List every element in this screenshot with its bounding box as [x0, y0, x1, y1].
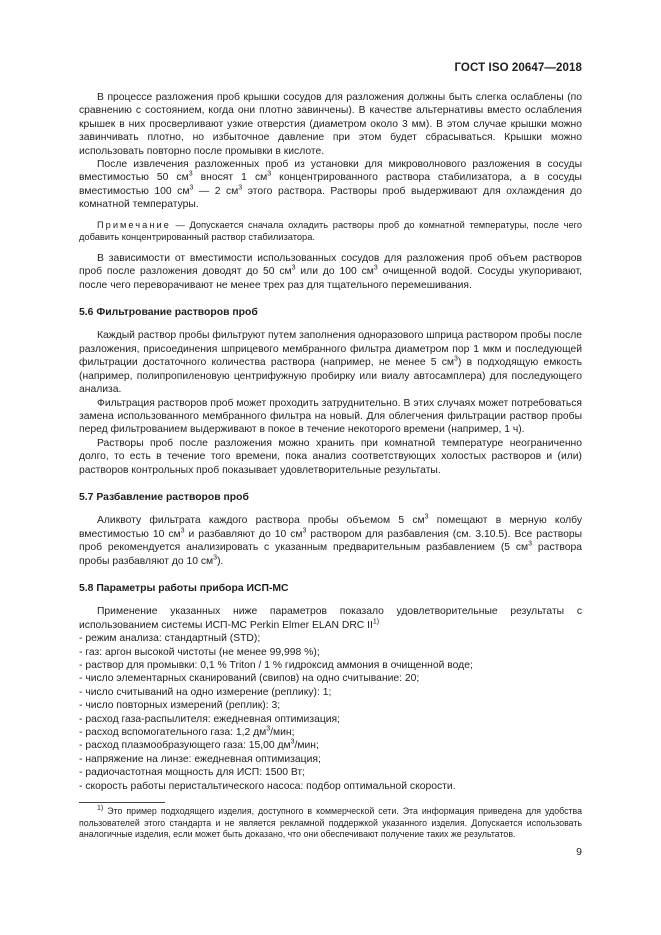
footnote	[79, 806, 582, 841]
list-item: - режим анализа: стандартный (STD);	[79, 633, 261, 645]
note-text: — Допускается сначала охладить растворы проб до комнатной температуры, после чего добавить концентрированный раствор стабилизатора.	[79, 219, 582, 243]
list-item: - раствор для промывки: 0,1 % Triton / 1 % гидроксид аммония в очищенной воде;	[79, 660, 473, 671]
footnote-text: Это пример подходящего изделия, доступного в коммерческой сети. Эта информация приведена для удобства пользователей этого стандарта и не является рекламной поддержкой указанного изделия. Допускается использовать аналогичные изделия, если может быть доказано, что они обеспечивают получение таких же результатов.	[79, 806, 582, 840]
list-item: - расход вспомогательного газа: 1,2 $дм^3$/мин;	[79, 725, 295, 739]
paragraph-stabilizer: После извлечения разложенных проб из установки для микроволнового разложения в сосуды вместимостью 50 $см^3$ вносят 1 $см^3$ концентрированного раствора стабилизатора, а в сосуды вместимостью 100 $см^3$ — 2 $см^3$ этого раствора. Растворы проб выдерживают для охлаждения до комнатной температуры.	[79, 159, 582, 211]
section-heading-5-7: 5.7 Разбавление растворов проб	[79, 491, 249, 503]
list-item: - расход газа-распылителя: ежедневная оптимизация;	[79, 713, 340, 725]
page-content	[79, 91, 582, 793]
paragraph-filtering: Каждый раствор пробы фильтруют путем заполнения одноразового шприца раствором пробы после разложения, присоединения шприцевого мембранного фильтра диаметром пор 1 мкм и последующей фильтрации достаточного количества раствора (например, не менее 5 $см^3$) в подходящую емкость (например, полипропиленовую центрифужную пробирку или виалу автосамплера) для последующего анализа.	[79, 330, 582, 396]
list-item: - расход плазмообразующего газа: 15,00 $дм^3$/мин;	[79, 739, 319, 752]
list-item: - число элементарных сканирований (свипов) на одно считывание: 20;	[79, 673, 420, 685]
list-item: - число повторных измерений (реплик): 3;	[79, 700, 281, 712]
list-item: - газ: аргон высокой чистоты (не менее 99,998 %);	[79, 646, 320, 658]
list-item: - скорость работы перистальтического насоса: подбор оптимальной скорости.	[79, 780, 456, 792]
paragraph-filtering-difficulty: Фильтрация растворов проб может проходить затруднительно. В этих случаях может потребоваться замена использованного мембранного фильтра на новый. Для облегчения фильтрации раствор пробы перед фильтрованием выдерживают в покое в течение некоторого времени (например, 1 ч).	[79, 397, 582, 436]
list-item: - число считываний на одно измерение (реплику): 1;	[79, 686, 332, 698]
parameter-list	[79, 632, 582, 793]
note-label: Примечание	[97, 219, 171, 230]
page-number: 9	[576, 846, 582, 858]
footnote-mark: 1)	[97, 805, 104, 813]
paragraph-dilution: Аликвоту фильтрата каждого раствора пробы объемом 5 $см^3$ помещают в мерную колбу вместимостью 10 $см^3$ и разбавляют до 10 $см^3$ раствором для разбавления (см. 3.10.5). Все растворы проб рекомендуется анализировать с указанным предварительным разбавлением (5 $см^3$ раствора пробы разбавляют до 10 $см^3$).	[79, 513, 583, 567]
document-header: ГОСТ ISO 20647—2018	[454, 62, 582, 74]
list-item: - радиочастотная мощность для ИСП: 1500 Вт;	[79, 767, 305, 779]
note	[79, 219, 582, 244]
section-heading-5-6: 5.6 Фильтрование растворов проб	[79, 307, 258, 319]
footnote-divider	[79, 802, 165, 803]
paragraph-storage: Растворы проб после разложения можно хранить при комнатной температуре неограниченно долго, то есть в течение того времени, пока анализ соответствующих холостых растворов и (или) растворов контрольных проб показывает удовлетворительные результаты.	[79, 437, 582, 476]
section-heading-5-8: 5.8 Параметры работы прибора ИСП-МС	[79, 582, 289, 594]
paragraph-vessel-caps: В процессе разложения проб крышки сосудов для разложения должны быть слегка ослаблены (по сравнению с состоянием, когда они плотно завинчены). В качестве альтернативы вместо ослабления крышек в них просверливают узкие отверстия (диаметром около 3 мм). В этом случае крышки можно завинчивать плотно, но избыточное давление при этом будет сбрасываться. Крышки можно использовать повторно после промывки в кислоте.	[79, 92, 582, 157]
list-item: - напряжение на линзе: ежедневная оптимизация;	[79, 753, 321, 765]
paragraph-volume: В зависимости от вместимости использованных сосудов для разложения проб объем растворов проб после разложения доводят до 50 $см^3$ или до 100 $см^3$ очищенной водой. Сосуды укупоривают, после чего переворачивают не менее трех раз для тщательного перемешивания.	[79, 252, 582, 291]
paragraph-icp-intro: Применение указанных ниже параметров показало удовлетворительные результаты с использованием системы ИСП-МС Perkin Elmer ELAN DRC II$^{1)}$	[79, 606, 582, 631]
